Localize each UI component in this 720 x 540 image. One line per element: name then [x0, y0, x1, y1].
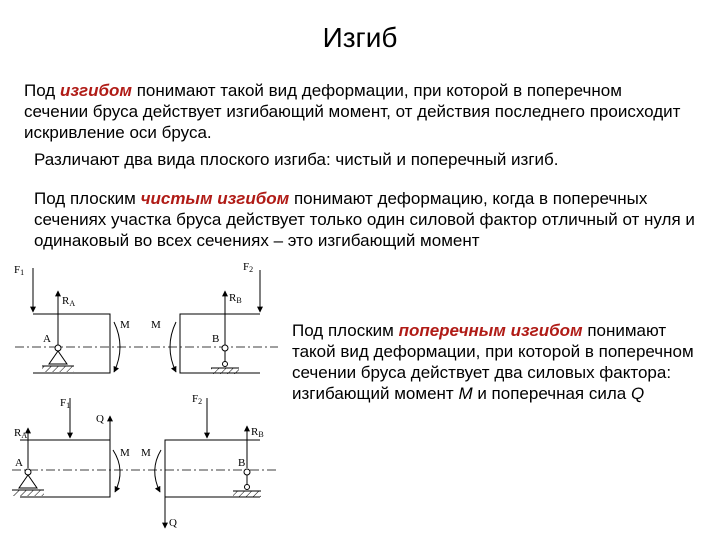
text-part: и поперечная сила [472, 384, 631, 403]
label-b: B [212, 333, 220, 345]
label-m-right: M [141, 447, 151, 459]
label-f2: F2 [192, 393, 203, 406]
symbol-shear: Q [630, 384, 645, 403]
label-m-right: M [151, 319, 161, 331]
support-b [233, 469, 261, 497]
label-a: A [15, 457, 23, 469]
beam-right-segment [180, 314, 260, 373]
support-b [211, 345, 239, 374]
text-part: понимают деформацию, когда в поперечных сечениях участка бруса действует только один силовой фактор отличный от нуля и одинаковый во всех сечениях – это изгибающий момент [34, 189, 695, 250]
symbol-moment: M [458, 384, 473, 403]
term-pure-bending: чистым изгибом [140, 189, 290, 208]
text-part: Под [24, 81, 60, 100]
label-q-bottom: Q [169, 517, 177, 529]
label-rb: RB [251, 426, 264, 439]
pure-bending-diagram [14, 261, 278, 374]
label-ra: RA [62, 295, 76, 308]
text-part: Под плоским [292, 321, 399, 340]
label-f2: F2 [243, 261, 254, 274]
label-rb: RB [229, 292, 242, 305]
label-f1: F1 [60, 397, 71, 410]
bending-types: Различают два вида плоского изгиба: чистый и поперечный изгиб. [34, 150, 559, 169]
label-f1: F1 [14, 264, 25, 277]
label-q-top: Q [96, 413, 104, 425]
label-ra: RA [14, 427, 28, 440]
support-a [42, 345, 74, 372]
slide-title: Изгиб [322, 22, 398, 53]
term-transverse-bending: поперечным изгибом [398, 321, 583, 340]
label-m-left: M [120, 447, 130, 459]
moment-left-arc [113, 450, 120, 492]
term-bending: изгибом [59, 81, 132, 100]
transverse-bending-diagram [12, 393, 278, 529]
support-a [12, 469, 44, 496]
moment-right-arc [155, 450, 161, 492]
text-part: понимают такой вид деформации, при которой в поперечном сечении бруса действует изгибающий момент, от действия последнего происходит искривление оси бруса. [24, 81, 681, 142]
label-m-left: M [120, 319, 130, 331]
text-part: Под плоским [34, 189, 141, 208]
label-b: B [238, 457, 246, 469]
label-a: A [43, 333, 51, 345]
text-part: понимают такой вид деформации, при которой в поперечном сечении бруса действует два силовых фактора: изгибающий момент [292, 321, 694, 403]
